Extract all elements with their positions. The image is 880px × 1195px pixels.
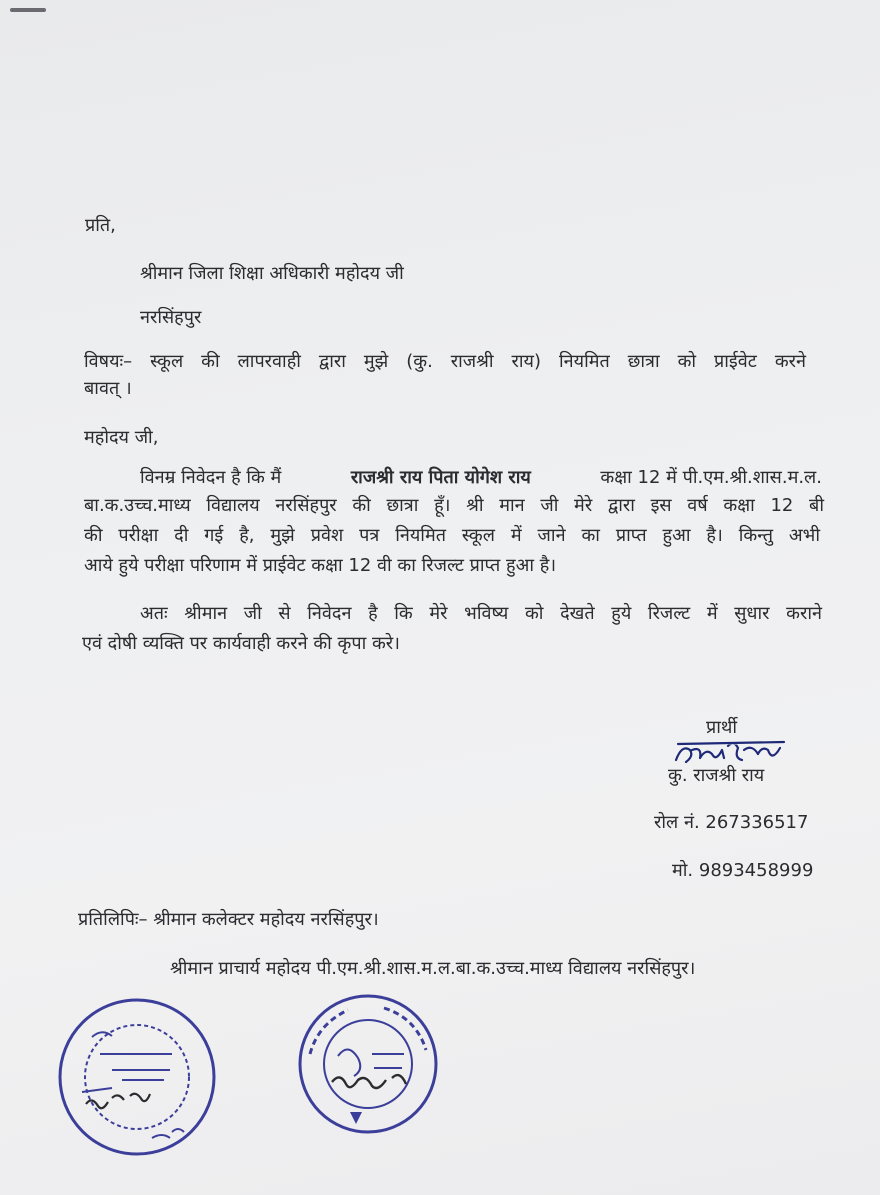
subject-line-2: बावत् । xyxy=(84,378,132,399)
subject-line-1: विषयः– स्कूल की लापरवाही द्वारा मुझे (कु. राजश्री राय) नियमित छात्रा को प्राईवेट करने xyxy=(84,351,806,372)
para1-line-1-end: कक्षा 12 में पी.एम.श्री.शास.म.ल. xyxy=(600,467,822,488)
mobile-number: मो. 9893458999 xyxy=(672,860,814,881)
signoff: प्रार्थी xyxy=(706,717,738,738)
pen-mark xyxy=(10,8,46,12)
roll-number: रोल नं. 267336517 xyxy=(654,812,809,833)
para1-line-2: बा.क.उच्च.माध्य विद्यालय नरसिंहपुर की छात्रा हूँ। श्री मान जी मेरे द्वारा इस वर्ष कक्षा 12 बी xyxy=(84,495,824,516)
para2-line-2: एवं दोषी व्यक्ति पर कार्यवाही करने की कृपा करे। xyxy=(82,633,400,654)
para1-line-3: की परीक्षा दी गई है, मुझे प्रवेश पत्र नियमित स्कूल में जाने का प्राप्त हुआ है। किन्तु अभी xyxy=(84,525,820,546)
student-name-father: राजश्री राय पिता योगेश राय xyxy=(350,467,531,488)
cc-line-2: श्रीमान प्राचार्य महोदय पी.एम.श्री.शास.म.ल.बा.क.उच्च.माध्य विद्यालय नरसिंहपुर। xyxy=(170,958,696,979)
para2-line-1: अतः श्रीमान जी से निवेदन है कि मेरे भविष्य को देखते हुये रिजल्ट में सुधार कराने xyxy=(140,603,822,624)
salutation-to: प्रति, xyxy=(85,215,116,236)
recipient-place: नरसिंहपुर xyxy=(140,307,202,328)
sender-name: कु. राजश्री राय xyxy=(668,765,765,786)
cc-line-1: प्रतिलिपिः– श्रीमान कलेक्टर महोदय नरसिंहपुर। xyxy=(78,909,379,930)
collector-office-stamp xyxy=(288,984,448,1144)
greeting: महोदय जी, xyxy=(84,427,159,448)
district-education-office-stamp xyxy=(52,992,222,1162)
para1-line-1-start: विनम्र निवेदन है कि मैं xyxy=(140,467,282,488)
para1-line-4: आये हुये परीक्षा परिणाम में प्राईवेट कक्षा 12 वी का रिजल्ट प्राप्त हुआ है। xyxy=(84,555,557,576)
recipient-title: श्रीमान जिला शिक्षा अधिकारी महोदय जी xyxy=(140,263,404,284)
para1-line-1 xyxy=(140,466,822,490)
